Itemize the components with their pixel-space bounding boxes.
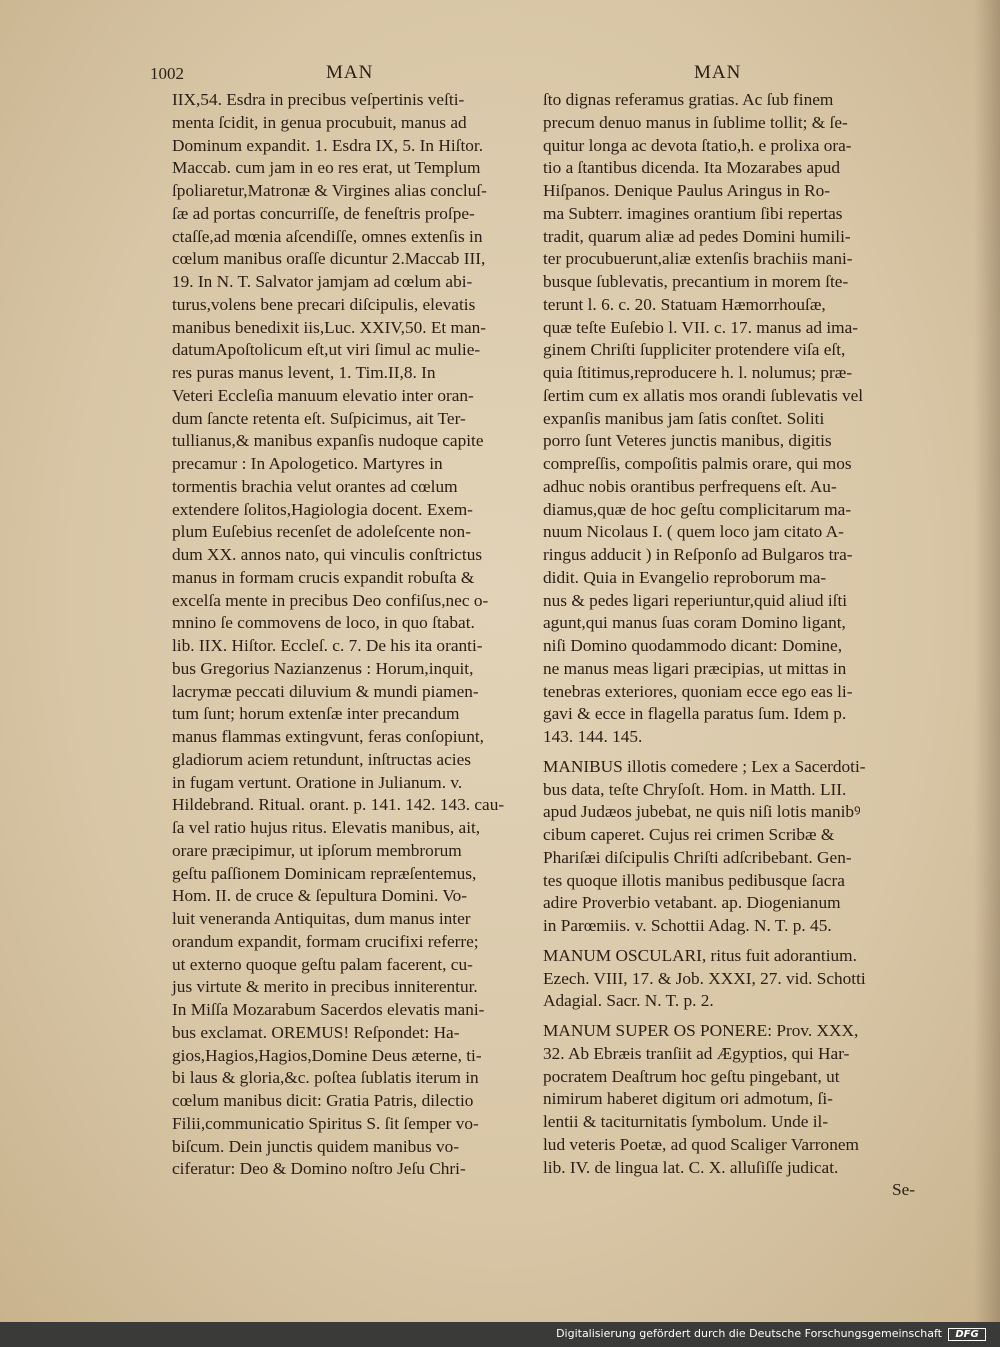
text-line: ſa vel ratio hujus ritus. Elevatis manibus, ait, — [172, 818, 481, 837]
text-line: tes quoque illotis manibus pedibusque ſacra — [543, 870, 845, 890]
text-line: luit veneranda Antiquitas, dum manus inter — [172, 909, 471, 928]
text-line: quæ teſte Euſebio l. VII. c. 17. manus ad ima- — [543, 317, 858, 337]
text-line: tio a ſtantibus dicenda. Ita Mozarabes apud — [543, 158, 841, 178]
text-line: ſto dignas referamus gratias. Ac ſub finem — [543, 90, 834, 109]
text-line: tradit, quarum aliæ ad pedes Domini humili- — [543, 226, 851, 246]
text-line: porro ſunt Veteres junctis manibus, digitis — [543, 431, 832, 451]
text-line: expanſis manibus jam ſatis conſtet. Soliti — [543, 408, 825, 428]
entry-manibus-illotis — [543, 756, 915, 938]
text-line: nus & pedes ligari reperiuntur,quid aliud iſti — [543, 590, 848, 610]
text-line: geſtu paſſionem Dominicam repræſentemus, — [172, 863, 477, 883]
text-line: datumApoſtolicum eſt,ut viri ſimul ac mulie- — [172, 340, 481, 360]
text-line: precamur : In Apologetico. Martyres in — [172, 454, 443, 473]
text-line: ringus adducit ) in Reſponſo ad Bulgaros tra- — [543, 545, 853, 564]
dfg-logo: DFG — [948, 1328, 986, 1341]
entry-manum-super-os-ponere — [543, 1020, 915, 1179]
right-column — [543, 89, 915, 1202]
text-line: precum denuo manus in ſublime tollit; & ſe- — [543, 112, 848, 132]
text-line: Ezech. VIII, 17. & Job. XXXI, 27. vid. Schotti — [543, 968, 866, 988]
text-line: nuum Nicolaus I. ( quem loco jam citato A- — [543, 522, 844, 542]
gutter-shadow — [974, 0, 1000, 1322]
text-line: In Miſſa Mozarabum Sacerdos elevatis mani- — [172, 1000, 485, 1019]
text-line: agunt,qui manus ſuas coram Domino ligant, — [543, 613, 846, 633]
text-line: Hildebrand. Ritual. orant. p. 141. 142. 143. cau- — [172, 795, 505, 815]
text-line: ſpoliaretur,Matronæ & Virgines alias concluſ- — [172, 181, 487, 200]
text-line: tenebras exteriores, quoniam ecce ego eas li- — [543, 681, 853, 701]
running-head-right: MAN — [694, 62, 742, 83]
text-line: lentii & taciturnitatis ſymbolum. Unde il- — [543, 1112, 829, 1131]
text-line: diamus,quæ de hoc geſtu complicitarum ma- — [543, 499, 852, 519]
text-line: manibus benedixit iis,Luc. XXIV,50. Et man- — [172, 317, 487, 337]
text-line: Maccab. cum jam in eo res erat, ut Templum — [172, 158, 481, 178]
text-line: turus,volens bene precari diſcipulis, elevatis — [172, 294, 476, 314]
text-line: manus flammas extingvunt, feras conſopiunt, — [172, 727, 484, 746]
text-line: quitur longa ac devota ſtatio,h. e prolixa ora- — [543, 135, 852, 155]
entry-manum-osculari — [543, 945, 915, 1013]
text-line: compreſſis, compoſitis palmis orare, qui mos — [543, 454, 852, 473]
catchword: Se- — [891, 1180, 915, 1200]
text-line: adire Proverbio vetabant. ap. Diogenianum — [543, 893, 841, 913]
text-line: MANIBUS illotis comedere ; Lex a Sacerdoti- — [543, 756, 866, 776]
text-line: lud veteris Poetæ, ad quod Scaliger Varronem — [543, 1134, 859, 1154]
text-line: Hiſpanos. Denique Paulus Aringus in Ro- — [543, 181, 831, 200]
text-line: IIX,54. Esdra in precibus veſpertinis veſti- — [172, 90, 465, 109]
text-line: pocratem Deaſtrum hoc geſtu pingebant, ut — [543, 1066, 840, 1086]
text-line: dum XX. annos nato, qui vinculis conſtrictus — [172, 545, 483, 564]
text-line: bi laus & gloria,&c. poſtea ſublatis iterum in — [172, 1068, 479, 1088]
text-line: dum ſancte retenta eſt. Suſpicimus, ait Ter- — [172, 408, 466, 428]
text-line: bus data, teſte Chryſoſt. Hom. in Matth. LII. — [543, 779, 847, 799]
text-line: menta ſcidit, in genua procubuit, manus ad — [172, 112, 467, 132]
text-line: ut externo quoque geſtu palam facerent, cu- — [172, 954, 473, 974]
text-line: gavi & ecce in flagella paratus ſum. Idem p. — [543, 704, 847, 724]
text-line: biſcum. Dein junctis quidem manibus vo- — [172, 1136, 460, 1156]
text-line: ctaſſe,ad mœnia aſcendiſſe, omnes extenſis in — [172, 226, 483, 246]
text-line: quia ſtitimus,reproducere h. l. nolumus; præ- — [543, 363, 853, 382]
text-line: tum ſunt; horum extenſæ inter precandum — [172, 704, 460, 724]
text-line: lib. IIX. Hiſtor. Eccleſ. c. 7. De his ita oranti- — [172, 636, 483, 655]
text-line: busque ſublevatis, precantium in morem ſte- — [543, 272, 849, 291]
text-line: Dominum expandit. 1. Esdra IX, 5. In Hiſtor. — [172, 135, 484, 155]
text-line: 19. In N. T. Salvator jamjam ad cœlum abi- — [172, 272, 473, 291]
text-line: in Parœmiis. v. Schottii Adag. N. T. p. 45. — [543, 916, 832, 935]
text-line: apud Judæos jubebat, ne quis niſi lotis manibꝰ — [543, 802, 861, 822]
text-line: jus virtute & merito in precibus inniterentur. — [172, 977, 478, 997]
text-line: ter procubuerunt,aliæ extenſis brachiis mani- — [543, 249, 853, 269]
text-line: adhuc nobis orantibus perfrequens eſt. Au- — [543, 476, 837, 496]
text-line: Adagial. Sacr. N. T. p. 2. — [543, 991, 714, 1011]
text-line: res puras manus levent, 1. Tim.II,8. In — [172, 363, 436, 382]
footer-bar — [0, 1322, 1000, 1347]
text-line: gladiorum aciem retundunt, inſtructas acies — [172, 749, 471, 769]
text-line: niſi Domino quodammodo dicant: Domine, — [543, 636, 843, 655]
entry-manus-continued — [543, 89, 915, 749]
text-line: Veteri Eccleſia manuum elevatio inter oran- — [172, 385, 474, 405]
left-column — [172, 89, 524, 1181]
text-line: ginem Chriſti ſuppliciter protendere viſa eſt, — [543, 340, 846, 360]
page-number: 1002 — [150, 64, 184, 83]
text-line: bus Gregorius Nazianzenus : Horum,inquit, — [172, 658, 474, 678]
text-line: Filii,communicatio Spiritus S. ſit ſemper vo- — [172, 1113, 479, 1133]
text-line: MANUM OSCULARI, ritus fuit adorantium. — [543, 945, 857, 965]
text-line: terunt l. 6. c. 20. Statuam Hæmorrhouſæ, — [543, 294, 826, 314]
running-head-left: MAN — [326, 62, 374, 83]
text-line: tullianus,& manibus expanſis nudoque capite — [172, 431, 484, 451]
text-line: orare præcipimur, ut ipſorum membrorum — [172, 840, 462, 860]
text-line: plum Euſebius recenſet de adoleſcente non- — [172, 522, 471, 542]
text-line: nimirum haberet digitum ori admotum, ſi- — [543, 1089, 833, 1109]
text-line: bus exclamat. OREMUS! Reſpondet: Ha- — [172, 1022, 460, 1042]
text-line: in fugam vertunt. Oratione in Julianum. v. — [172, 772, 463, 792]
text-line: ciferatur: Deo & Domino noſtro Jeſu Chri- — [172, 1159, 466, 1179]
text-line: 143. 144. 145. — [543, 727, 643, 746]
text-line: gios,Hagios,Hagios,Domine Deus æterne, ti- — [172, 1045, 482, 1065]
text-line: excelſa mente in precibus Deo confiſus,nec o- — [172, 590, 489, 610]
text-line: ſæ ad portas concurriſſe, de feneſtris proſpe- — [172, 203, 475, 223]
text-line: lib. IV. de lingua lat. C. X. alluſiſſe judicat. — [543, 1157, 839, 1177]
text-line: mnino ſe commovens de loco, in quo ſtabat. — [172, 613, 475, 633]
text-line: Phariſæi diſcipulis Chriſti adſcribebant. Gen- — [543, 847, 852, 867]
text-line: ma Subterr. imagines orantium ſibi repertas — [543, 203, 843, 223]
text-line: Hom. II. de cruce & ſepultura Domini. Vo- — [172, 886, 467, 906]
footer-credit: Digitalisierung gefördert durch die Deutsche Forschungsgemeinschaft — [556, 1327, 942, 1340]
text-line: lacrymæ peccati diluvium & mundi piamen- — [172, 681, 479, 701]
text-line: cibum caperet. Cujus rei crimen Scribæ & — [543, 825, 835, 844]
text-line: cœlum manibus dicit: Gratia Patris, dilectio — [172, 1091, 474, 1110]
text-line: didit. Quia in Evangelio reproborum ma- — [543, 567, 827, 587]
text-line: orandum expandit, formam crucifixi referre; — [172, 931, 479, 951]
text-line: cœlum manibus oraſſe dicuntur 2.Maccab III, — [172, 249, 486, 269]
text-line: MANUM SUPER OS PONERE: Prov. XXX, — [543, 1021, 859, 1040]
text-line: extendere ſolitos,Hagiologia docent. Exem- — [172, 499, 473, 519]
text-line: ne manus meas ligari præcipias, ut mittas in — [543, 658, 847, 678]
text-line: manus in formam crucis expandit robuſta & — [172, 567, 475, 587]
text-line: tormentis brachia velut orantes ad cœlum — [172, 476, 458, 496]
text-line: 32. Ab Ebræis tranſiit ad Ægyptios, qui Har- — [543, 1043, 850, 1063]
text-line: ſertim cum ex allatis mos orandi ſublevatis vel — [543, 385, 864, 405]
